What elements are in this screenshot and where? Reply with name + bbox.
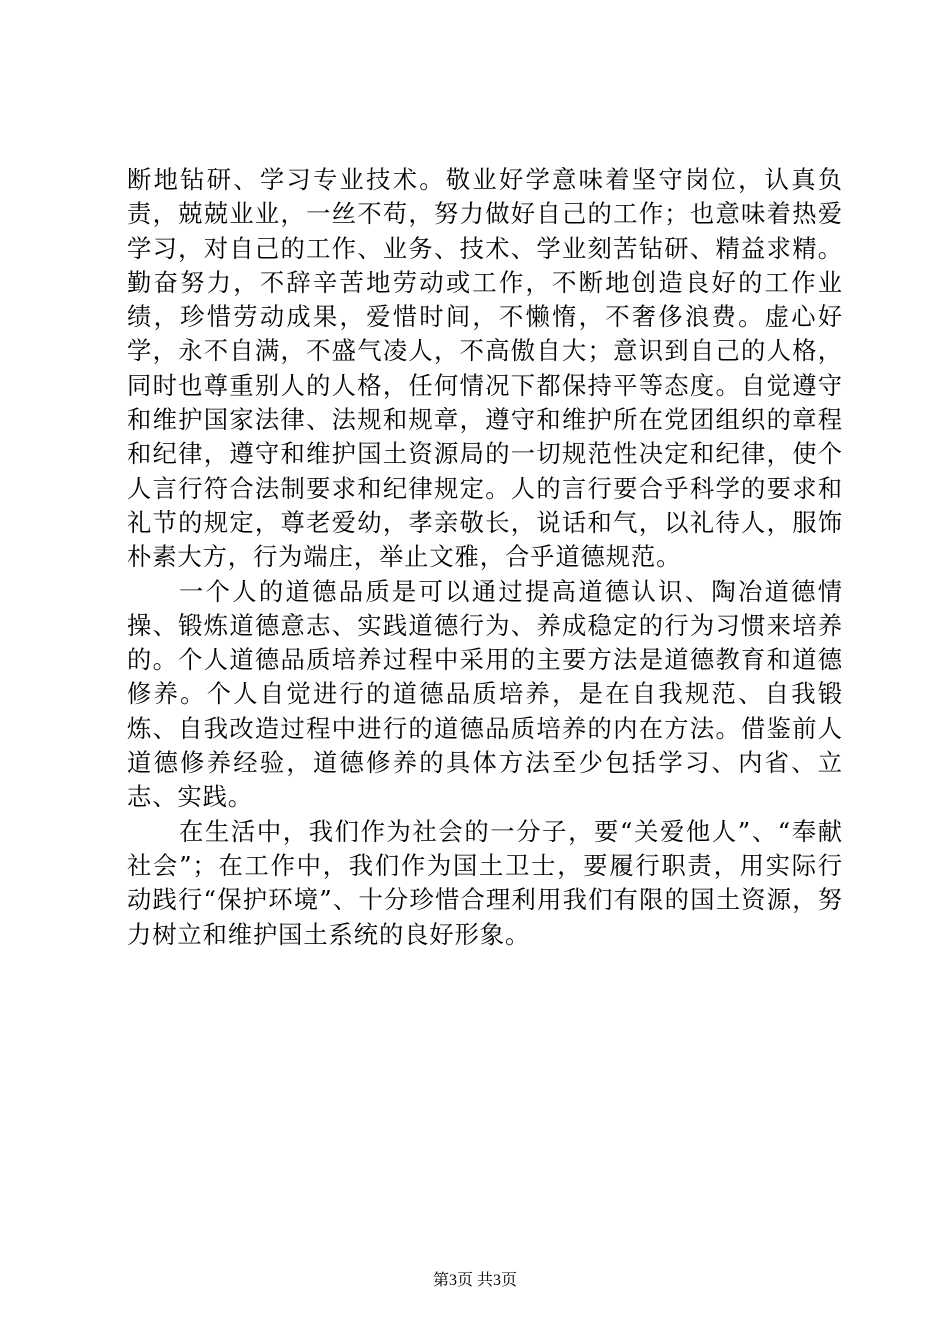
document-body bbox=[127, 163, 843, 952]
paragraph-conclusion: 在生活中，我们作为社会的一分子，要“关爱他人”、“奉献社会”；在工作中，我们作为国土卫士，要履行职责，用实际行动践行“保护环境”、十分珍惜合理利用我们有限的国土资源，努力树立和维护国土系统的良好形象。 bbox=[127, 816, 843, 949]
page-footer: 第3页 共3页 bbox=[432, 1272, 517, 1289]
paragraph-moral-cultivation: 一个人的道德品质是可以通过提高道德认识、陶冶道德情操、锻炼道德意志、实践道德行为、养成稳定的行为习惯来培养的。个人道德品质培养过程中采用的主要方法是道德教育和道德修养。个人自觉进行的道德品质培养，是在自我规范、自我锻炼、自我改造过程中进行的道德品质培养的内在方法。借鉴前人道德修养经验，道德修养的具体方法至少包括学习、内省、立志、实践。 bbox=[127, 576, 843, 812]
paragraph-continuation: 断地钻研、学习专业技术。敬业好学意味着坚守岗位，认真负责，兢兢业业，一丝不苟，努力做好自己的工作；也意味着热爱学习，对自己的工作、业务、技术、学业刻苦钻研、精益求精。勤奋努力，不辞辛苦地劳动或工作，不断地创造良好的工作业绩，珍惜劳动成果，爱惜时间，不懒惰，不奢侈浪费。虚心好学，永不自满，不盛气凌人，不高傲自大；意识到自己的人格，同时也尊重别人的人格，任何情况下都保持平等态度。自觉遵守和维护国家法律、法规和规章，遵守和维护所在党团组织的章程和纪律，遵守和维护国土资源局的一切规范性决定和纪律，使个人言行符合法制要求和纪律规定。人的言行要合乎科学的要求和礼节的规定，尊老爱幼，孝亲敬长，说话和气，以礼待人，服饰朴素大方，行为端庄，举止文雅，合乎道德规范。 bbox=[127, 165, 843, 572]
